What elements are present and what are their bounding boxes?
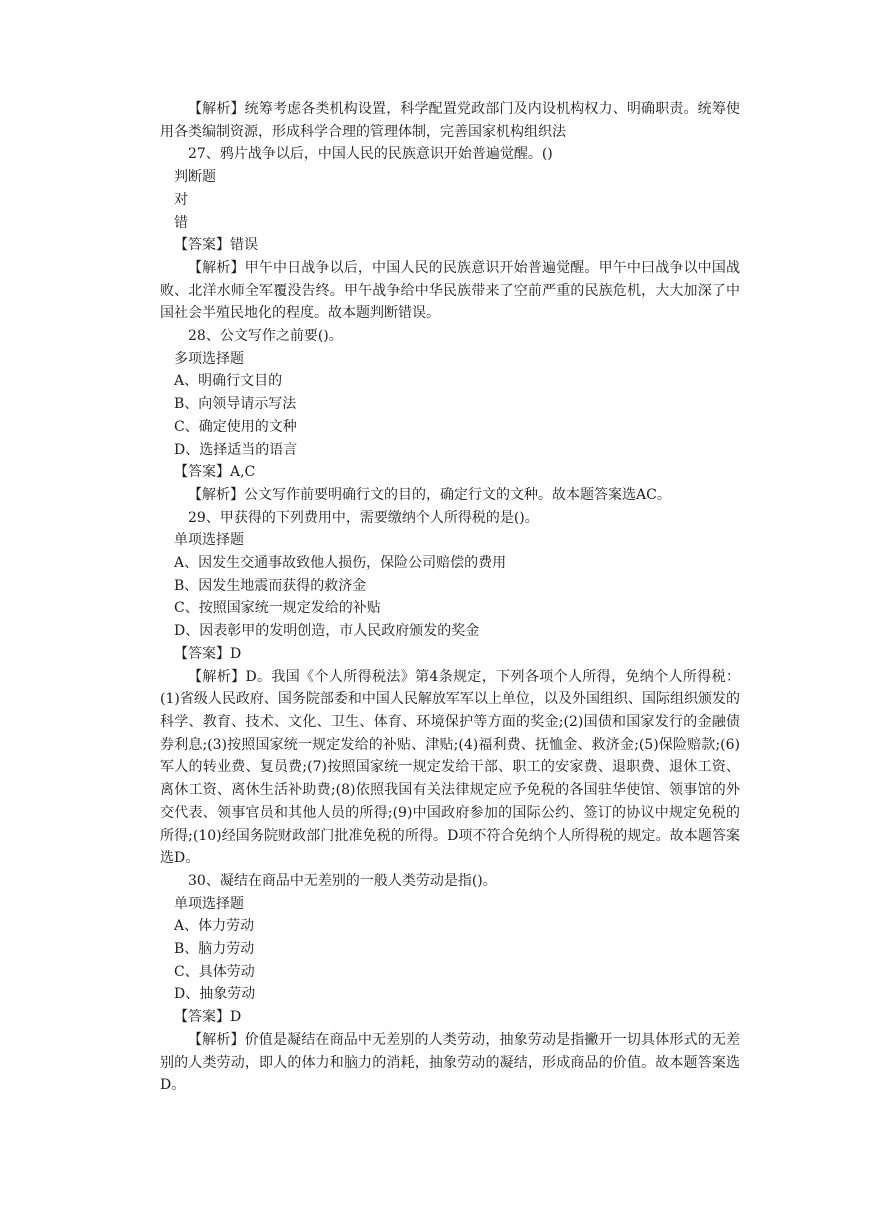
option-line: A、体力劳动 xyxy=(174,918,255,935)
analysis-paragraph: 【解析】价值是凝结在商品中无差别的人类劳动，抽象劳动是指撇开一切具体形式的无差别的人类劳动，即人的体力和脑力的消耗，抽象劳动的凝结，形成商品的价值。故本题答案选D。 xyxy=(160,1031,740,1094)
question-27: 27、鸦片战争以后，中国人民的民族意识开始普遍觉醒。() xyxy=(188,146,553,163)
option-line: A、明确行文目的 xyxy=(174,373,283,390)
question-type: 判断题 xyxy=(174,169,216,186)
analysis-paragraph: 【解析】统筹考虑各类机构设置，科学配置党政部门及内设机构权力、明确职责。统筹使用各类编制资源，形成科学合理的管理体制，完善国家机构组织法 xyxy=(160,101,740,140)
answer-line: 【答案】A,C xyxy=(174,464,256,481)
answer-line: 【答案】D xyxy=(174,1009,242,1026)
analysis-paragraph: 【解析】公文写作前要明确行文的目的，确定行文的文种。故本题答案选AC。 xyxy=(188,486,671,503)
answer-line: 【答案】错误 xyxy=(174,237,258,254)
option-line: A、因发生交通事故致他人损伤，保险公司赔偿的费用 xyxy=(174,555,507,572)
option-line: C、确定使用的文种 xyxy=(174,418,297,435)
analysis-paragraph: 【解析】D。我国《个人所得税法》第4条规定，下列各项个人所得，免纳个人所得税：(1)省级人民政府、国务院部委和中国人民解放军军以上单位，以及外国组织、国际组织颁发的科学、教育、技术、文化、卫生、体育、环境保护等方面的奖金;(2)国债和国家发行的金融债券利息;(3)按照国家统一规定发给的补贴、津贴;(4)福利费、抚恤金、救济金;(5)保险赔款;(6)军人的转业费、复员费;(7)按照国家统一规定发给干部、职工的安家费、退职费、退休工资、离休工资、离休生活补助费;(8)依照我国有关法律规定应予免税的各国驻华使馆、领事馆的外交代表、领事官员和其他人员的所得;(9)中国政府参加的国际公约、签订的协议中规定免税的所得;(10)经国务院财政部门批准免税的所得。D项不符合免纳个人所得税的规定。故本题答案选D。 xyxy=(160,668,740,867)
option-line: D、选择适当的语言 xyxy=(174,441,298,458)
question-28: 28、公文写作之前要()。 xyxy=(188,328,343,345)
option-line: 对 xyxy=(174,191,188,208)
question-type: 单项选择题 xyxy=(174,895,244,912)
answer-line: 【答案】D xyxy=(174,645,242,662)
option-line: B、脑力劳动 xyxy=(174,941,255,958)
question-29: 29、甲获得的下列费用中，需要缴纳个人所得税的是()。 xyxy=(188,509,539,526)
option-line: D、因表彰甲的发明创造，市人民政府颁发的奖金 xyxy=(174,623,480,640)
option-line: 错 xyxy=(174,214,188,231)
question-type: 多项选择题 xyxy=(174,350,244,367)
option-line: C、按照国家统一规定发给的补贴 xyxy=(174,600,381,617)
question-type: 单项选择题 xyxy=(174,532,244,549)
option-line: D、抽象劳动 xyxy=(174,986,256,1003)
analysis-paragraph: 【解析】甲午中日战争以后，中国人民的民族意识开始普遍觉醒。甲午中曰战争以中国战败、北洋水师全军覆没告终。甲午战争给中华民族带来了空前严重的民族危机，大大加深了中国社会半殖民地化的程度。故本题判断错误。 xyxy=(160,259,740,322)
option-line: B、向领导请示写法 xyxy=(174,396,297,413)
document-page xyxy=(160,98,740,1097)
option-line: B、因发生地震而获得的救济金 xyxy=(174,577,367,594)
option-line: C、具体劳动 xyxy=(174,963,255,980)
question-30: 30、凝结在商品中无差别的一般人类劳动是指()。 xyxy=(188,872,497,889)
